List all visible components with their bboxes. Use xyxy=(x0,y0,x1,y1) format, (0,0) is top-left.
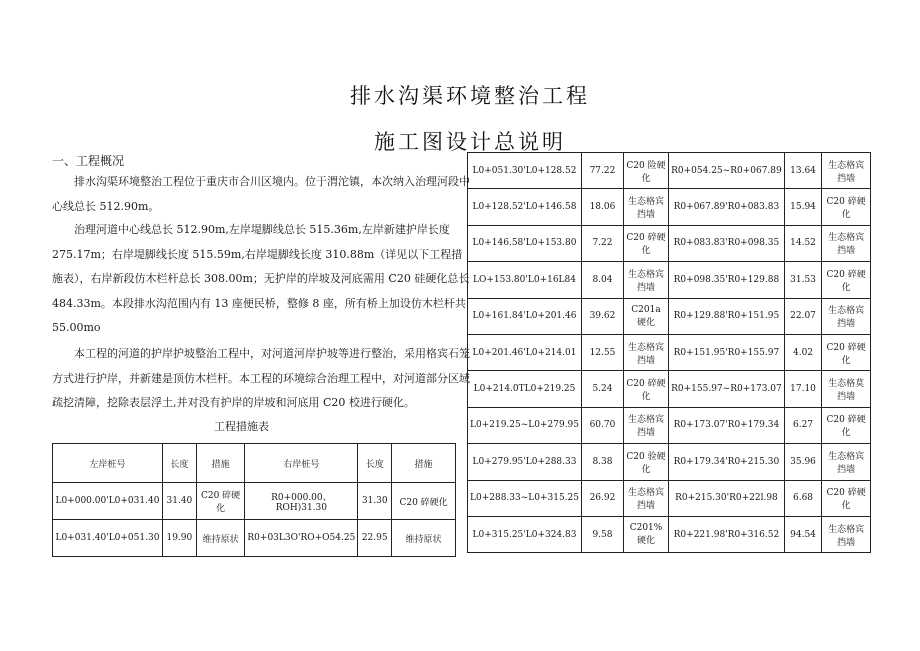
table-cell: C20 碎硬化 xyxy=(623,371,668,407)
table-cell: R0+000.00、ROH)31.30 xyxy=(245,483,358,520)
table-cell: C20 碎硬化 xyxy=(822,262,871,298)
table-cell: R0+173.07'R0+179.34 xyxy=(669,407,785,443)
table-cell: 维持原状 xyxy=(392,520,456,557)
table-cell: 9.58 xyxy=(582,516,624,552)
table-cell: L0+214.0TL0+219.25 xyxy=(468,371,582,407)
table-row xyxy=(468,371,871,407)
table-cell: 6.68 xyxy=(784,480,822,516)
table-cell: C20 碎硬化 xyxy=(822,407,871,443)
header-right-measure: 措施 xyxy=(392,444,456,483)
measures-table-left xyxy=(52,443,456,557)
table-cell: R0+067.89'R0+083.83 xyxy=(669,189,785,225)
table-cell: R0+083.83'R0+098.35 xyxy=(669,225,785,261)
document-subtitle: 施工图设计总说明 xyxy=(374,130,566,154)
table-cell: 生态格宾挡墙 xyxy=(822,153,871,189)
measures-table-right xyxy=(467,152,871,553)
table-cell: 生态格宾挡墙 xyxy=(822,225,871,261)
table-cell: 4.02 xyxy=(784,334,822,370)
table-cell: L0+219.25~L0+279.95 xyxy=(468,407,582,443)
table-row xyxy=(468,407,871,443)
table-cell: 12.55 xyxy=(582,334,624,370)
table-cell: L0+201.46'L0+214.01 xyxy=(468,334,582,370)
table-cell: 94.54 xyxy=(784,516,822,552)
table-row xyxy=(53,520,456,557)
table-row xyxy=(468,298,871,334)
table-cell: 8.38 xyxy=(582,444,624,480)
table-cell: 维持原状 xyxy=(196,520,245,557)
table-cell: 生态格宾挡墙 xyxy=(623,407,668,443)
table-cell: 8.04 xyxy=(582,262,624,298)
header-left-measure: 措施 xyxy=(196,444,245,483)
table-cell: L0+146.58'L0+153.80 xyxy=(468,225,582,261)
table-caption: 工程措施表 xyxy=(214,420,269,433)
table-cell: L0+161.84'L0+201.46 xyxy=(468,298,582,334)
table-cell: C20 碎硬化 xyxy=(196,483,245,520)
table-cell: R0+098.35'R0+129.88 xyxy=(669,262,785,298)
table-cell: 生态格莫挡墙 xyxy=(822,371,871,407)
table-cell: 7.22 xyxy=(582,225,624,261)
table-cell: 生态格宾挡墙 xyxy=(822,444,871,480)
table-cell: C20 碎硬化 xyxy=(822,480,871,516)
table-cell: L0+279.95'L0+288.33 xyxy=(468,444,582,480)
table-cell: 35.96 xyxy=(784,444,822,480)
header-right-station: 右岸桩号 xyxy=(245,444,358,483)
table-cell: L0+128.52'L0+146.58 xyxy=(468,189,582,225)
table-row xyxy=(468,262,871,298)
table-cell: 17.10 xyxy=(784,371,822,407)
header-left-length: 长度 xyxy=(162,444,196,483)
table-cell: C20 验硬化 xyxy=(623,444,668,480)
table-cell: 31.40 xyxy=(162,483,196,520)
table-cell: R0+151.95'R0+155.97 xyxy=(669,334,785,370)
table-cell: 5.24 xyxy=(582,371,624,407)
table-row xyxy=(468,516,871,552)
table-cell: 22.07 xyxy=(784,298,822,334)
paragraph-lengths: 治理河道中心线总长 512.90m,左岸堤脚线总长 515.36m,左岸新建护岸长度 275.17m；右岸堤脚线长度 515.59m,右岸堤脚线长度 310.88m（详见以下工程措施表），右岸新段仿木栏杆总长 308.00m；无护岸的岸坡及河底需用 C20 硅硬化总长 484.33m。本段排水沟范围内有 13 座便民桥，整修 8 座，所有桥上加设仿木栏杆共 55.00mo xyxy=(52,223,470,334)
table-row xyxy=(468,444,871,480)
table-cell: L0+288.33~L0+315.25 xyxy=(468,480,582,516)
table-cell: R0+221.98'R0+316.52 xyxy=(669,516,785,552)
table-cell: C20 碎硬化 xyxy=(822,189,871,225)
table-cell: 生态格宾挡墙 xyxy=(822,516,871,552)
table-cell: R0+179.34'R0+215.30 xyxy=(669,444,785,480)
table-cell: C20 碎硬化 xyxy=(822,334,871,370)
paragraph-location: 排水沟渠环境整治工程位于重庆市合川区境内。位于渭沱镇，本次纳入治理河段中心线总长 512.90m。 xyxy=(52,175,470,213)
table-cell: 39.62 xyxy=(582,298,624,334)
table-cell: 13.64 xyxy=(784,153,822,189)
table-cell: 18.06 xyxy=(582,189,624,225)
table-row xyxy=(468,480,871,516)
table-cell: 77.22 xyxy=(582,153,624,189)
table-cell: L0+031.40'L0+051.30 xyxy=(53,520,163,557)
section-heading: 一、工程概况 xyxy=(52,154,125,168)
table-cell: L0+000.00'L0+031.40 xyxy=(53,483,163,520)
table-cell: LO+153.80'L0+16L84 xyxy=(468,262,582,298)
table-cell: C20 险硬化 xyxy=(623,153,668,189)
header-left-station: 左岸桩号 xyxy=(53,444,163,483)
table-cell: C20 碎硬化 xyxy=(392,483,456,520)
table-row xyxy=(468,153,871,189)
paragraph-measures: 本工程的河道的护岸护坡整治工程中，对河道河岸护坡等进行整治，采用格宾石笼方式进行护岸，并新建是顶仿木栏杆。本工程的环境综合治理工程中，对河道部分区域疏挖清障，挖除表层浮土,并对没有护岸的岸坡和河底用 C20 校进行硬化。 xyxy=(52,347,470,409)
table-cell: 19.90 xyxy=(162,520,196,557)
table-cell: 生态格宾挡墙 xyxy=(623,262,668,298)
table-cell: L0+051.30'L0+128.52 xyxy=(468,153,582,189)
table-cell: 生态格宾挡墙 xyxy=(623,189,668,225)
table-cell: R0+155.97~R0+173.07 xyxy=(669,371,785,407)
table-row xyxy=(468,189,871,225)
table-cell: 15.94 xyxy=(784,189,822,225)
table-cell: 22.95 xyxy=(358,520,392,557)
table-cell: 生态格宾挡墙 xyxy=(822,298,871,334)
table-row xyxy=(53,483,456,520)
table-cell: 31.30 xyxy=(358,483,392,520)
table-cell: 生态格宾挡墙 xyxy=(623,480,668,516)
table-cell: R0+054.25~R0+067.89 xyxy=(669,153,785,189)
table-row xyxy=(468,334,871,370)
table-row xyxy=(468,225,871,261)
table-cell: R0+215.30'R0+22l.98 xyxy=(669,480,785,516)
table-cell: C201%硬化 xyxy=(623,516,668,552)
table-cell: C201a 硬化 xyxy=(623,298,668,334)
table-header-row xyxy=(53,444,456,483)
document-title: 排水沟渠环境整治工程 xyxy=(350,84,590,108)
table-cell: 31.53 xyxy=(784,262,822,298)
table-cell: L0+315.25'L0+324.83 xyxy=(468,516,582,552)
table-cell: C20 碎硬化 xyxy=(623,225,668,261)
table-cell: 60.70 xyxy=(582,407,624,443)
table-cell: 26.92 xyxy=(582,480,624,516)
table-cell: R0+03L3O'RO+O54.25 xyxy=(245,520,358,557)
table-cell: 生态格宾挡墙 xyxy=(623,334,668,370)
table-cell: R0+129.88'R0+151.95 xyxy=(669,298,785,334)
table-cell: 14.52 xyxy=(784,225,822,261)
header-right-length: 长度 xyxy=(358,444,392,483)
table-cell: 6.27 xyxy=(784,407,822,443)
